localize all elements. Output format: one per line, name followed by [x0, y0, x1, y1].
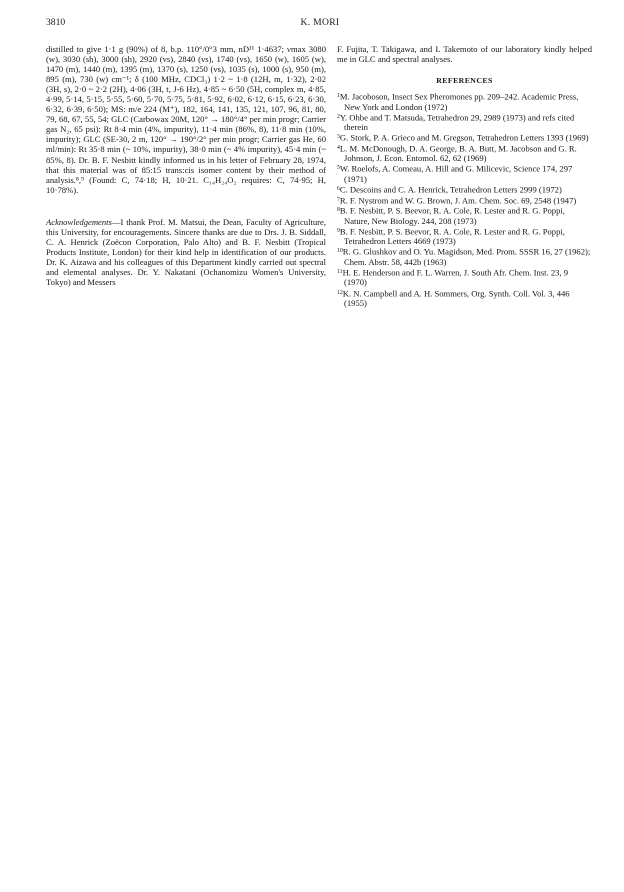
reference-number: 12 — [337, 289, 343, 296]
right-column — [337, 44, 592, 308]
reference-text: H. E. Henderson and F. L. Warren, J. South Afr. Chem. Inst. 23, 9 (1970) — [342, 267, 569, 288]
reference-item — [337, 143, 592, 164]
experimental-paragraph: distilled to give 1·1 g (90%) of 8, b.p. 110°/0°3 mm, nD¹¹ 1·4637; νmax 3080 (w), 3030 (sh), 3000 (sh), 2920 (vs), 2840 (vs), 1740 (vs), 1650 (w), 1605 (w), 1470 (m), 1440 (m), 1395 (m), 1370 (s), 1250 (vs), 1035 (s), 1000 (s), 950 (m), 895 (m), 730 (w) cm⁻¹; δ (100 MHz, CDCl₃) 1·2 ~ 1·8 (12H, m, 1·32), 2·02 (3H, s), 2·0 ~ 2·2 (2H), 4·06 (3H, t, J-6 Hz), 4·85 ~ 6·50 (5H, complex m, 4·85, 4·99, 5·14, 5·15, 5·55, 5·60, 5·70, 5·75, 5·81, 5·92, 6·02, 6·12, 6·15, 6·23, 6·30, 6·32, 6·39, 6·50); MS: m/e 224 (M⁺), 182, 164, 141, 135, 121, 107, 96, 81, 80, 79, 68, 67, 55, 54; GLC (Carbowax 20M, 120° → 180°/4° per min progr; Carrier gas N₂, 65 psi): Rt 8·4 min (4%, impurity), 11·4 min (86%, 8), 11·8 min (10%, impurity); GLC (SE-30, 2 m, 120° → 190°/2° per min progr; Carrier gas He, 60 ml/min): Rt 35·8 min (~ 10%, impurity), 38·0 min (~ 4% impurity), 45·4 min (~ 85%, 8). Dr. B. F. Nesbitt kindly informed us in his letter of February 28, 1974, that this material was of 85:15 trans:cis isomer content by their method of analysis.⁸,⁹ (Found: C, 74·18; H, 10·21. C₁₄H₂₄O₂ requires: C, 74·95; H, 10·78%). — [46, 44, 326, 195]
reference-text: B. F. Nesbitt, P. S. Beevor, R. A. Cole, R. Lester and R. G. Poppi, Nature, New Biology. 244, 208 (1973) — [339, 205, 565, 226]
reference-number: 10 — [337, 248, 343, 255]
reference-number: 6 — [337, 186, 340, 193]
reference-text: R. F. Nystrom and W. G. Brown, J. Am. Chem. Soc. 69, 2548 (1947) — [339, 195, 577, 206]
acknowledgements-heading: Acknowledgements — [46, 216, 112, 227]
reference-number: 4 — [337, 144, 340, 151]
reference-number: 11 — [337, 268, 343, 275]
reference-text: B. F. Nesbitt, P. S. Beevor, R. A. Cole, R. Lester and R. G. Poppi, Tetrahedron Letters 4669 (1973) — [339, 226, 565, 247]
reference-number: 3 — [337, 134, 340, 141]
reference-item — [337, 288, 592, 309]
reference-item — [337, 184, 592, 195]
reference-number: 7 — [337, 196, 340, 203]
reference-text: K. N. Campbell and A. H. Sommers, Org. Synth. Coll. Vol. 3, 446 (1955) — [342, 288, 570, 309]
reference-text: W. Roelofs, A. Comeau, A. Hill and G. Milicevic, Science 174, 297 (1971) — [339, 163, 573, 185]
reference-item — [337, 246, 592, 267]
page-number: 3810 — [46, 17, 66, 28]
acknowledgements-paragraph — [46, 217, 326, 287]
references-heading: REFERENCES — [436, 76, 493, 86]
reference-item — [337, 163, 592, 184]
reference-text: L. M. McDonough, D. A. George, B. A. Butt, M. Jacobson and G. R. Johnson, J. Econ. Entomol. 62, 62 (1969) — [339, 143, 577, 164]
reference-number: 2 — [337, 113, 340, 120]
reference-text: G. Stork, P. A. Grieco and M. Gregson, Tetrahedron Letters 1393 (1969) — [339, 132, 589, 143]
reference-item — [337, 205, 592, 226]
reference-number: 8 — [337, 207, 340, 214]
references-list — [337, 91, 592, 308]
reference-item — [337, 226, 592, 247]
acknowledgements-continuation: F. Fujita, T. Takigawa, and I. Takemoto of our laboratory kindly helped me in GLC and spectral analyses. — [337, 44, 592, 65]
reference-number: 9 — [337, 227, 340, 234]
reference-number: 5 — [337, 165, 340, 172]
reference-item — [337, 132, 592, 143]
reference-item — [337, 195, 592, 206]
left-column — [46, 44, 326, 287]
reference-text: C. Descoins and C. A. Henrick, Tetrahedron Letters 2999 (1972) — [339, 184, 562, 195]
reference-item — [337, 91, 592, 112]
reference-text: Y. Ohbe and T. Matsuda, Tetrahedron 29, 2989 (1973) and refs cited therein — [339, 112, 575, 133]
reference-item — [337, 267, 592, 288]
running-title: K. MORI — [300, 17, 340, 28]
reference-text: R. G. Glushkov and O. Yu. Magidson, Med. Prom. SSSR 16, 27 (1962); Chem. Abstr. 58, 442b (1963) — [342, 246, 591, 267]
reference-text: M. Jacoboson, Insect Sex Pheromones pp. 209–242. Academic Press, New York and London (1972) — [339, 91, 579, 112]
page-header — [46, 17, 594, 31]
reference-number: 1 — [337, 93, 340, 100]
reference-item — [337, 112, 592, 133]
acknowledgements-text: —I thank Prof. M. Matsui, the Dean, Faculty of Agriculture, this University, for encouragements. Sincere thanks are due to Drs. J. B. Siddall, C. A. Henrick (Zoëcon Corporation, Palo Alto) and B. F. Nesbitt (Tropical Products Institute, London) for their kind help in identification of our products. Dr. K. Aizawa and his colleagues of this Department kindly carried out spectral and elemental analyses. Dr. Y. Nakatani (Ochanomizu Women's University, Tokyo) and Messers — [46, 216, 326, 287]
